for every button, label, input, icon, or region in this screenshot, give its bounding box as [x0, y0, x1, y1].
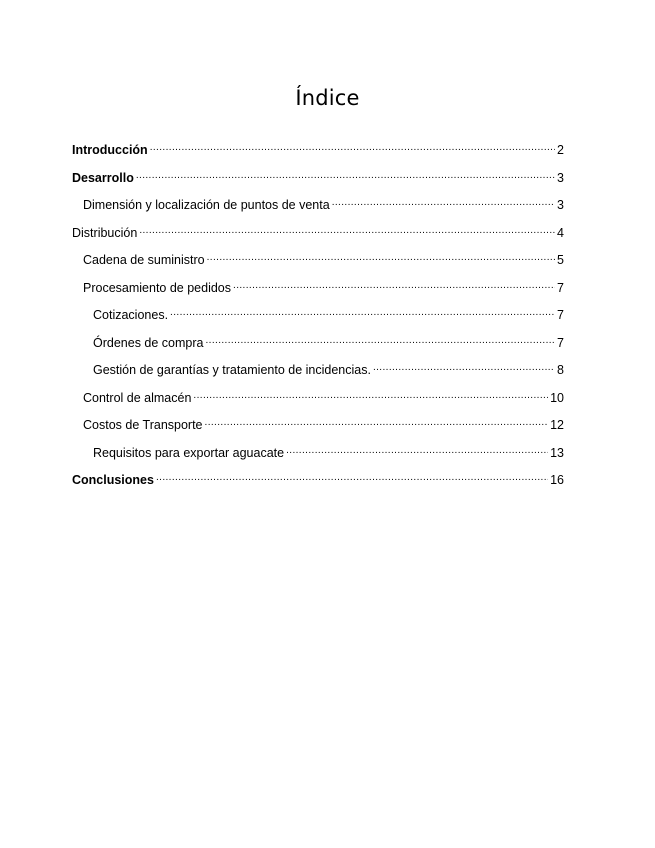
toc-entry-procesamiento-pedidos[interactable]	[72, 279, 564, 307]
dot-leader	[156, 472, 548, 484]
toc-entry-label: Cadena de suministro	[83, 253, 205, 267]
toc-entry-label: Requisitos para exportar aguacate	[93, 445, 285, 460]
toc-entry-page: 13	[550, 445, 564, 460]
dot-leader	[170, 307, 555, 319]
dot-leader	[286, 445, 548, 457]
dot-leader	[207, 252, 555, 264]
toc-entry-label: Dimensión y localización de puntos de venta	[83, 198, 330, 212]
toc-entry-label: Introducción	[72, 143, 148, 157]
toc-entry-cadena-suministro[interactable]	[72, 251, 564, 279]
toc-entry-gestion-garantias[interactable]	[72, 361, 564, 389]
toc-entry-control-almacen[interactable]	[72, 389, 564, 417]
toc-entry-page: 8	[557, 363, 564, 377]
dot-leader	[332, 197, 555, 209]
dot-leader	[373, 362, 555, 374]
toc-entry-label: Distribución	[72, 225, 138, 240]
toc-entry-page: 7	[557, 335, 564, 350]
dot-leader	[150, 142, 555, 154]
toc-entry-costos-transporte[interactable]	[72, 416, 564, 444]
toc-entry-label: Procesamiento de pedidos	[83, 280, 232, 295]
toc-entry-page: 2	[557, 143, 564, 157]
toc-entry-page: 7	[557, 308, 564, 322]
toc-entry-page: 7	[557, 280, 564, 295]
toc-entry-cotizaciones[interactable]	[72, 306, 564, 334]
toc-entry-label: Cotizaciones.	[93, 308, 169, 322]
toc-entry-distribucion[interactable]	[72, 224, 564, 252]
toc-entry-page: 5	[557, 253, 564, 267]
toc-entry-ordenes-compra[interactable]	[72, 334, 564, 362]
dot-leader	[193, 390, 548, 402]
toc-entry-page: 4	[557, 225, 564, 240]
toc-title: Índice	[295, 86, 360, 110]
toc-entry-page: 10	[550, 390, 564, 405]
toc-entry-label: Gestión de garantías y tratamiento de incidencias.	[93, 363, 371, 377]
toc-entry-page: 16	[550, 473, 564, 487]
toc-entry-conclusiones[interactable]	[72, 471, 564, 499]
toc-entry-dimension-localizacion[interactable]	[72, 196, 564, 224]
toc-entry-label: Órdenes de compra	[93, 335, 204, 350]
toc-entry-introduccion[interactable]	[72, 141, 564, 169]
dot-leader	[205, 417, 549, 429]
toc-entry-page: 3	[557, 170, 564, 185]
toc-entry-desarrollo[interactable]	[72, 169, 564, 197]
dot-leader	[136, 170, 555, 182]
table-of-contents	[72, 141, 564, 499]
toc-entry-label: Costos de Transporte	[83, 418, 203, 432]
dot-leader	[205, 335, 555, 347]
toc-entry-label: Desarrollo	[72, 170, 134, 185]
dot-leader	[233, 280, 555, 292]
toc-entry-label: Conclusiones	[72, 473, 154, 487]
dot-leader	[139, 225, 555, 237]
toc-entry-requisitos-exportar[interactable]	[72, 444, 564, 472]
toc-entry-label: Control de almacén	[83, 390, 192, 405]
toc-entry-page: 12	[550, 418, 564, 432]
toc-entry-page: 3	[557, 198, 564, 212]
